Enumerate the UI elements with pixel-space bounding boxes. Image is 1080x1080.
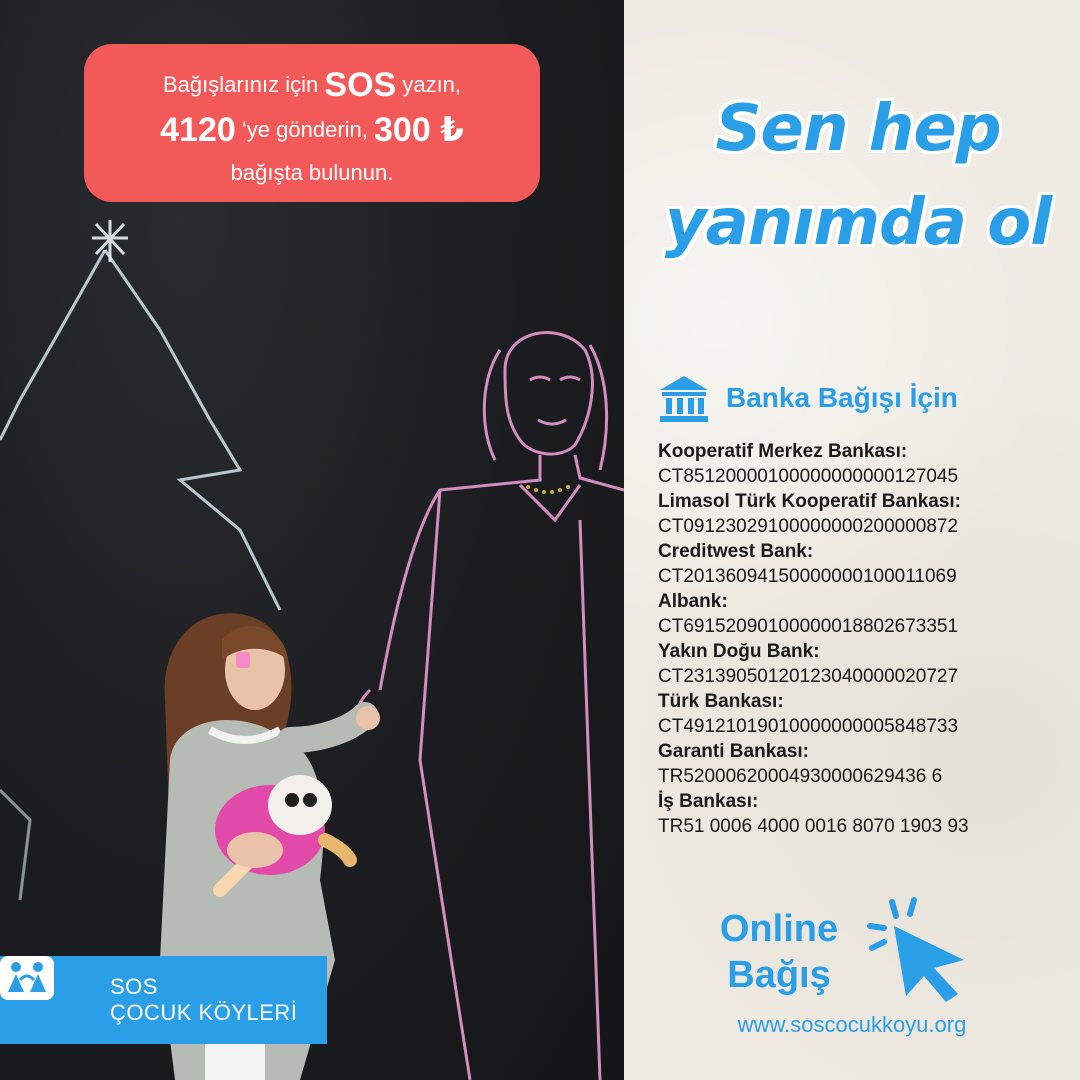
sms-text: Bağışlarınız için	[162, 72, 319, 97]
bank-name: Garanti Bankası:	[658, 741, 809, 762]
children-logo-icon	[0, 956, 54, 1000]
list-item	[658, 590, 1068, 640]
sms-line-3: bağışta bulunun.	[230, 160, 394, 185]
headline-line-1: Sen hep	[715, 92, 1001, 166]
bank-name: İş Bankası:	[658, 791, 759, 812]
bank-iban: TR52000620004930000629436 6	[658, 766, 943, 787]
brand-line-2: ÇOCUK KÖYLERİ	[110, 1000, 298, 1025]
bank-iban: CT23139050120123040000020727	[658, 666, 959, 687]
list-item	[658, 540, 1068, 590]
online-line-2: Bağış	[727, 954, 831, 996]
list-item	[658, 790, 1068, 840]
online-line-1: Online	[719, 908, 839, 950]
brand-name	[110, 974, 297, 1026]
sms-text: yazın,	[402, 72, 462, 97]
sms-number: 4120	[160, 111, 236, 149]
bank-name: Creditwest Bank:	[658, 541, 814, 562]
cursor-click-icon	[864, 896, 976, 1004]
bank-name: Albank:	[658, 591, 728, 612]
website-link[interactable]: www.soscocukkoyu.org	[737, 1012, 967, 1037]
headline-line-2: yanımda ol	[664, 186, 1052, 260]
list-item	[658, 690, 1068, 740]
bank-account-list	[658, 440, 1068, 840]
bank-iban: CT69152090100000018802673351	[658, 616, 959, 637]
bank-name: Kooperatif Merkez Bankası:	[658, 441, 908, 462]
sms-amount: 300 ₺	[374, 111, 464, 149]
list-item	[658, 740, 1068, 790]
sms-donation-banner	[84, 44, 540, 202]
list-item	[658, 490, 1068, 540]
sms-text: ‘ye gönderin,	[241, 117, 368, 142]
bank-iban: TR51 0006 4000 0016 8070 1903 93	[658, 816, 969, 837]
brand-logo-bar	[0, 956, 327, 1044]
bank-iban: CT20136094150000000100011069	[658, 566, 957, 587]
sms-keyword: SOS	[324, 66, 397, 104]
bank-section-title: Banka Bağışı İçin	[726, 382, 958, 413]
bank-iban: CT85120000100000000000127045	[658, 466, 959, 487]
bank-name: Limasol Türk Kooperatif Bankası:	[658, 491, 962, 512]
bank-iban: CT49121019010000000005848733	[658, 716, 959, 737]
bank-name: Yakın Doğu Bank:	[658, 641, 820, 662]
brand-line-1: SOS	[110, 974, 158, 999]
bank-iban: CT09123029100000000200000872	[658, 516, 959, 537]
bank-name: Türk Bankası:	[658, 691, 784, 712]
list-item	[658, 440, 1068, 490]
sms-line-2	[84, 110, 540, 150]
bank-icon	[658, 374, 710, 424]
info-panel	[624, 0, 1080, 1080]
sms-line-1	[84, 66, 540, 105]
online-donation-link[interactable]	[704, 906, 854, 998]
list-item	[658, 640, 1068, 690]
